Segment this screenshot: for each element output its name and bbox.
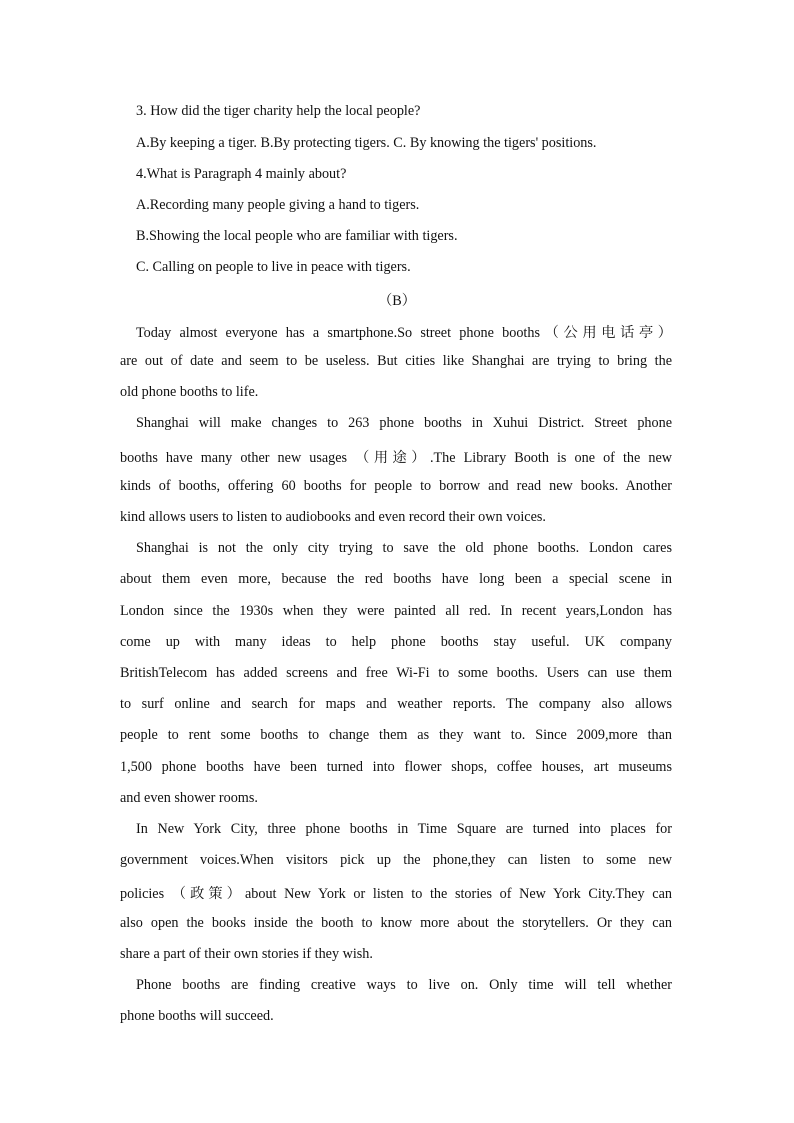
section-label: （B） <box>378 293 416 309</box>
passage-line: 1,500 phone booths have been turned into flower shops, coffee houses, art museums <box>120 759 672 775</box>
passage-line: Shanghai is not the only city trying to save the old phone booths. London cares <box>136 540 672 556</box>
passage-line: Today almost everyone has a smartphone.So street phone booths（公用电话亭） <box>136 325 672 341</box>
question-4-option-b: B.Showing the local people who are familiar with tigers. <box>136 228 458 244</box>
question-4-option-c: C. Calling on people to live in peace with tigers. <box>136 259 411 275</box>
passage-line: In New York City, three phone booths in Time Square are turned into places for <box>136 821 672 837</box>
passage-line: policies （政策）about New York or listen to the stories of New York City.They can <box>120 886 672 902</box>
passage-line: people to rent some booths to change them as they want to. Since 2009,more than <box>120 727 672 743</box>
passage-line: old phone booths to life. <box>120 384 259 400</box>
passage-line: share a part of their own stories if they wish. <box>120 946 373 962</box>
passage-line: government voices.When visitors pick up the phone,they can listen to some new <box>120 852 672 868</box>
passage-line: are out of date and seem to be useless. But cities like Shanghai are trying to bring the <box>120 353 672 369</box>
passage-line: London since the 1930s when they were painted all red. In recent years,London has <box>120 603 672 619</box>
passage-line: and even shower rooms. <box>120 790 258 806</box>
passage-line: to surf online and search for maps and weather reports. The company also allows <box>120 696 672 712</box>
passage-line: Phone booths are finding creative ways to live on. Only time will tell whether <box>136 977 672 993</box>
passage-line: booths have many other new usages （用途）.The Library Booth is one of the new <box>120 450 672 466</box>
question-4-option-a: A.Recording many people giving a hand to tigers. <box>136 197 420 213</box>
passage-line: also open the books inside the booth to know more about the storytellers. Or they can <box>120 915 672 931</box>
passage-line: about them even more, because the red booths have long been a special scene in <box>120 571 672 587</box>
passage-line: kinds of booths, offering 60 booths for people to borrow and read new books. Another <box>120 478 672 494</box>
passage-line: come up with many ideas to help phone booths stay useful. UK company <box>120 634 672 650</box>
passage-line: kind allows users to listen to audiobooks and even record their own voices. <box>120 509 546 525</box>
question-3-options: A.By keeping a tiger. B.By protecting tigers. C. By knowing the tigers' positions. <box>136 135 597 151</box>
passage-line: Shanghai will make changes to 263 phone booths in Xuhui District. Street phone <box>136 415 672 431</box>
question-3: 3. How did the tiger charity help the local people? <box>136 103 421 119</box>
question-4: 4.What is Paragraph 4 mainly about? <box>136 166 347 182</box>
passage-line: phone booths will succeed. <box>120 1008 274 1024</box>
passage-line: BritishTelecom has added screens and free Wi-Fi to some booths. Users can use them <box>120 665 672 681</box>
